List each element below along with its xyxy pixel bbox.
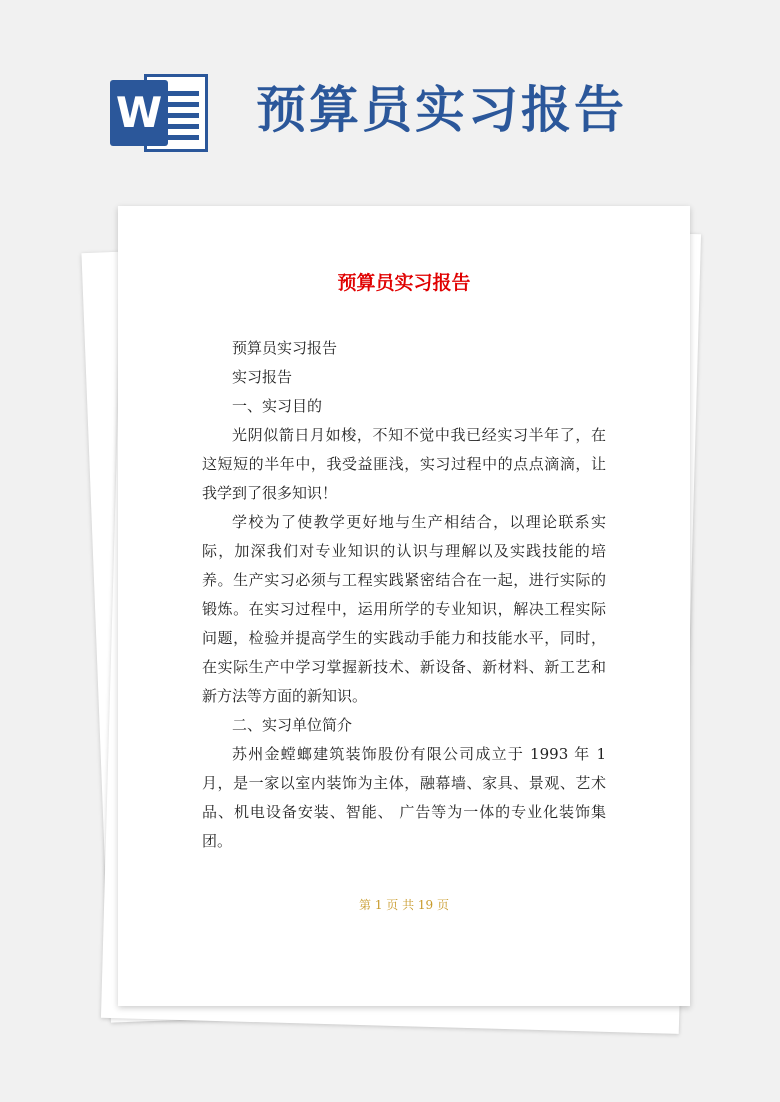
document-page [118,206,690,1006]
paragraph: 光阴似箭日月如梭，不知不觉中我已经实习半年了，在这短短的半年中，我受益匪浅，实习过程中的点点滴滴，让我学到了很多知识！ [202,426,606,502]
paragraph: 实习报告 [232,368,293,386]
banner-title: 预算员实习报告 [256,81,627,139]
document-title: 预算员实习报告 [337,272,471,294]
page-number-footer: 第 1 页 共 19 页 [359,898,449,912]
paragraph: 苏州金螳螂建筑装饰股份有限公司成立于 1993 年 1 月，是一家以室内装饰为主体，融幕墙、家具、景观、艺术品、机电设备安装、智能、 广告等为一体的专业化装饰集团。 [202,745,606,850]
section-heading: 二、实习单位简介 [232,716,353,734]
word-document-icon [110,70,210,154]
document-body [202,334,606,856]
word-logo-letter: W [110,80,168,146]
paragraph: 预算员实习报告 [232,339,338,357]
section-heading: 一、实习目的 [232,397,323,415]
paragraph: 学校为了使教学更好地与生产相结合，以理论联系实际，加深我们对专业知识的认识与理解以及实践技能的培养。生产实习必须与工程实践紧密结合在一起，进行实际的锻炼。在实习过程中，运用所学的专业知识，解决工程实际问题，检验并提高学生的实践动手能力和技能水平，同时，在实际生产中学习掌握新技术、新设备、新材料、新工艺和新方法等方面的新知识。 [202,513,606,705]
